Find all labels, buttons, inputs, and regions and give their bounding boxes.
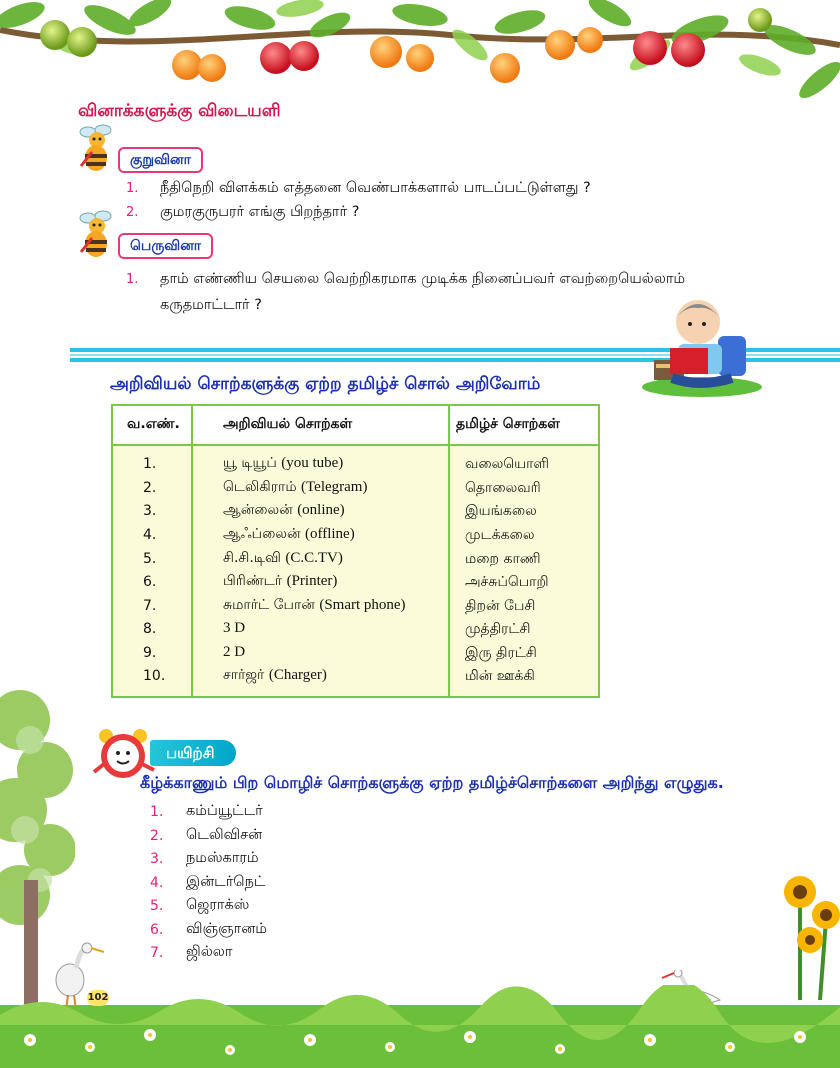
header-tamil-words: தமிழ்ச் சொற்கள் xyxy=(456,416,560,432)
table-cell-tamil-word: தொலைவரி xyxy=(465,480,541,496)
table-cell-tamil-word: அச்சுப்பொறி xyxy=(465,574,549,590)
bee-icon xyxy=(76,208,118,260)
table-column-divider xyxy=(191,406,193,696)
long-question-number: 1. xyxy=(126,272,139,287)
table-cell-number: 7. xyxy=(143,598,157,614)
bee-icon xyxy=(76,122,118,174)
questions-heading: வினாக்களுக்கு விடையளி xyxy=(78,101,281,121)
exercise-label: பயிற்சி xyxy=(150,740,236,766)
reading-boy-illustration xyxy=(640,292,765,400)
table-cell-term: 2 D xyxy=(223,644,246,660)
exercise-item-number: 2. xyxy=(150,828,164,844)
table-cell-term: 3 D xyxy=(223,620,246,636)
table-cell-tamil-word: திறன் பேசி xyxy=(465,598,536,614)
exercise-item-number: 7. xyxy=(150,945,164,961)
page-number-badge: 102 xyxy=(87,990,109,1006)
sunflower-illustration xyxy=(760,870,840,1000)
table-cell-tamil-word: மறை காணி xyxy=(465,551,541,567)
exercise-item-number: 4. xyxy=(150,875,164,891)
science-words-title: அறிவியல் சொற்களுக்கு ஏற்ற தமிழ்ச் சொல் அறிவோம் xyxy=(110,374,541,394)
exercise-item-word: இன்டர்நெட் xyxy=(186,874,266,890)
table-cell-tamil-word: முடக்கலை xyxy=(465,527,535,543)
table-cell-tamil-word: இரு திரட்சி xyxy=(465,645,537,661)
table-cell-number: 8. xyxy=(143,621,157,637)
table-cell-number: 10. xyxy=(143,668,166,684)
long-question-text-continued: கருதமாட்டார் ? xyxy=(160,297,262,313)
exercise-item-word: ஜெராக்ஸ் xyxy=(186,897,250,913)
science-words-table xyxy=(111,404,600,698)
short-question-text: குமரகுருபரர் எங்கு பிறந்தார் ? xyxy=(160,204,360,220)
header-serial: வ.எண். xyxy=(127,416,180,432)
exercise-item-word: டெலிவிசன் xyxy=(186,827,263,843)
table-cell-number: 4. xyxy=(143,527,157,543)
table-cell-tamil-word: இயங்கலை xyxy=(465,503,537,519)
exercise-item-word: நமஸ்காரம் xyxy=(186,850,259,866)
table-cell-tamil-word: மின் ஊக்கி xyxy=(465,668,535,684)
table-cell-term: யூ டியூப் (you tube) xyxy=(223,455,344,471)
table-body xyxy=(113,446,598,696)
grass-meadow-illustration xyxy=(0,985,840,1068)
short-questions-label: குறுவினா xyxy=(118,147,203,173)
table-cell-term: சார்ஜர் (Charger) xyxy=(223,667,327,683)
table-cell-term: சி.சி.டிவி (C.C.TV) xyxy=(223,550,343,566)
table-header xyxy=(113,406,598,446)
table-cell-term: டெலிகிராம் (Telegram) xyxy=(223,479,368,495)
header-science-terms: அறிவியல் சொற்கள் xyxy=(223,416,353,432)
short-question-number: 2. xyxy=(126,205,139,220)
exercise-item-number: 5. xyxy=(150,898,164,914)
exercise-item-number: 3. xyxy=(150,851,164,867)
table-cell-term: ஆன்லைன் (online) xyxy=(223,502,345,518)
short-question-text: நீதிநெறி விளக்கம் எத்தனை வெண்பாக்களால் பாடப்பட்டுள்ளது ? xyxy=(160,180,591,196)
exercise-item-word: ஜில்லா xyxy=(186,944,233,960)
fruit-leaf-banner xyxy=(0,0,840,110)
short-question-number: 1. xyxy=(126,181,139,196)
table-cell-number: 3. xyxy=(143,503,157,519)
table-cell-number: 9. xyxy=(143,645,157,661)
table-cell-tamil-word: வலையொளி xyxy=(465,456,549,472)
long-question-text: தாம் எண்ணிய செயலை வெற்றிகரமாக முடிக்க நினைப்பவர் எவற்றையெல்லாம் xyxy=(160,271,686,287)
table-cell-number: 1. xyxy=(143,456,157,472)
table-cell-number: 6. xyxy=(143,574,157,590)
table-cell-term: சுமார்ட் போன் (Smart phone) xyxy=(223,597,406,613)
long-questions-label: பெருவினா xyxy=(118,233,213,259)
table-cell-number: 2. xyxy=(143,480,157,496)
table-cell-tamil-word: முத்திரட்சி xyxy=(465,621,531,637)
exercise-item-word: கம்ப்யூட்டர் xyxy=(186,803,263,819)
table-column-divider xyxy=(448,406,450,696)
exercise-item-word: விஞ்ஞானம் xyxy=(186,921,267,937)
table-cell-number: 5. xyxy=(143,551,157,567)
table-cell-term: பிரிண்டர் (Printer) xyxy=(223,573,338,589)
exercise-item-number: 1. xyxy=(150,804,164,820)
exercise-item-number: 6. xyxy=(150,922,164,938)
table-cell-term: ஆஃப்லைன் (offline) xyxy=(223,526,355,542)
exercise-instruction: கீழ்க்காணும் பிற மொழிச் சொற்களுக்கு ஏற்ற தமிழ்ச்சொற்களை அறிந்து எழுதுக. xyxy=(140,773,724,792)
